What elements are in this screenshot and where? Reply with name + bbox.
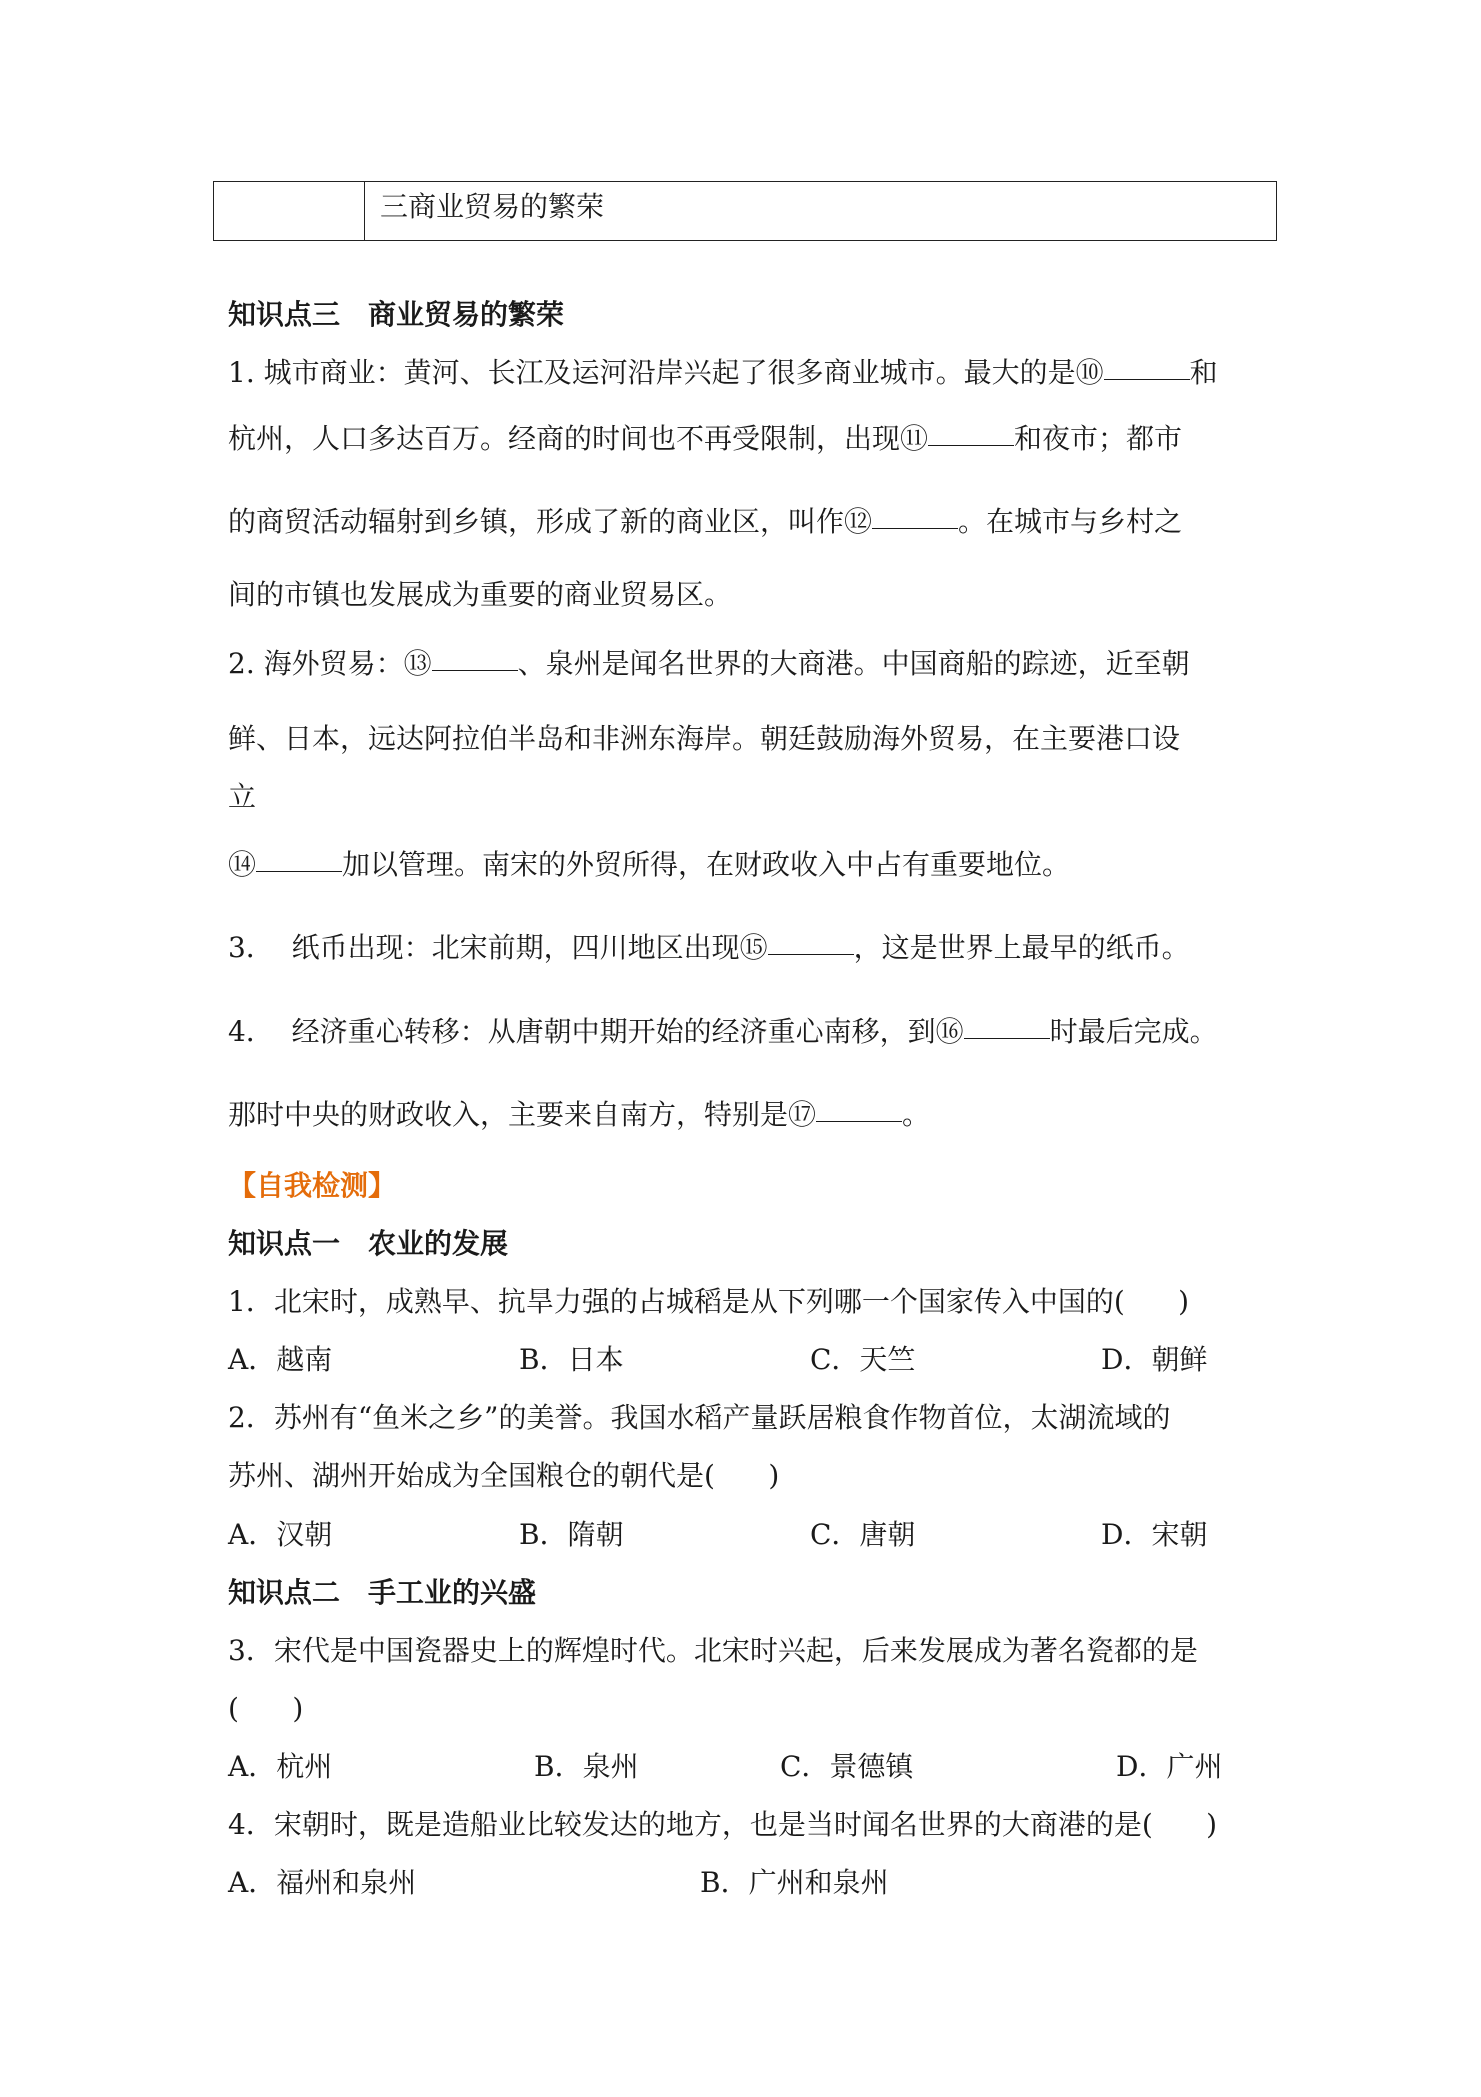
blank-13 (432, 669, 518, 671)
item4-line2: 那时中央的财政收入，主要来自南方，特别是⑰ 。 (228, 1098, 931, 1131)
blank-11 (928, 444, 1014, 446)
blank-10 (1104, 378, 1190, 380)
q4-option-a[interactable]: A．福州和泉州 (228, 1866, 417, 1899)
q2-option-a[interactable]: A．汉朝 (228, 1518, 333, 1551)
q2-stem-line1: 2．苏州有“鱼米之乡”的美誉。我国水稻产量跃居粮食作物首位，太湖流域的 (228, 1401, 1171, 1434)
q1-stem: 1．北宋时，成熟早、抗旱力强的占城稻是从下列哪一个国家传入中国的( ) (228, 1285, 1190, 1318)
item4-line1: 4． 经济重心转移：从唐朝中期开始的经济重心南移，到⑯ 时最后完成。 (228, 1015, 1218, 1048)
q3-option-b[interactable]: B．泉州 (534, 1750, 639, 1783)
q4-option-b[interactable]: B．广州和泉州 (700, 1866, 889, 1899)
q3-stem-line1: 3．宋代是中国瓷器史上的辉煌时代。北宋时兴起，后来发展成为著名瓷都的是 (228, 1634, 1198, 1667)
q3-option-c[interactable]: C．景德镇 (780, 1750, 914, 1783)
table-cell-text: 三商业贸易的繁荣 (380, 190, 605, 223)
section-heading-kp3: 知识点三 商业贸易的繁荣 (228, 298, 565, 331)
q1-option-d[interactable]: D．朝鲜 (1101, 1343, 1208, 1376)
q1-option-b[interactable]: B．日本 (519, 1343, 624, 1376)
blank-16 (964, 1037, 1050, 1039)
section-heading-kp2: 知识点二 手工业的兴盛 (228, 1576, 537, 1609)
q2-option-c[interactable]: C．唐朝 (810, 1518, 916, 1551)
item2-line3: 立 (228, 780, 257, 813)
item1-line1: 1. 城市商业：黄河、长江及运河沿岸兴起了很多商业城市。最大的是⑩ 和 (228, 356, 1218, 389)
q1-option-c[interactable]: C．天竺 (810, 1343, 916, 1376)
outline-table (213, 181, 1277, 241)
table-divider (364, 182, 365, 240)
q4-stem: 4．宋朝时，既是造船业比较发达的地方，也是当时闻名世界的大商港的是( ) (228, 1808, 1218, 1841)
blank-15 (768, 953, 854, 955)
self-test-title: 【自我检测】 (228, 1169, 397, 1202)
item1-line3: 的商贸活动辐射到乡镇，形成了新的商业区，叫作⑫ 。在城市与乡村之 (228, 505, 1183, 538)
section-heading-kp1: 知识点一 农业的发展 (228, 1227, 509, 1260)
q3-stem-line2: ( ) (228, 1692, 304, 1725)
blank-12 (872, 527, 958, 529)
blank-14 (256, 870, 342, 872)
q2-stem-line2: 苏州、湖州开始成为全国粮仓的朝代是( ) (228, 1459, 780, 1492)
q1-option-a[interactable]: A．越南 (228, 1343, 333, 1376)
item2-line1: 2. 海外贸易：⑬ 、泉州是闻名世界的大商港。中国商船的踪迹，近至朝 (228, 647, 1190, 680)
item1-line2: 杭州，人口多达百万。经商的时间也不再受限制，出现⑪ 和夜市；都市 (228, 422, 1183, 455)
q3-option-a[interactable]: A．杭州 (228, 1750, 333, 1783)
blank-17 (816, 1120, 902, 1122)
item1-line4: 间的市镇也发展成为重要的商业贸易区。 (228, 578, 733, 611)
item3-line: 3． 纸币出现：北宋前期，四川地区出现⑮ ，这是世界上最早的纸币。 (228, 931, 1190, 964)
item2-line4: ⑭ 加以管理。南宋的外贸所得，在财政收入中占有重要地位。 (228, 848, 1071, 881)
q2-option-d[interactable]: D．宋朝 (1101, 1518, 1208, 1551)
q2-option-b[interactable]: B．隋朝 (519, 1518, 624, 1551)
q3-option-d[interactable]: D．广州 (1116, 1750, 1223, 1783)
item2-line2: 鲜、日本，远达阿拉伯半岛和非洲东海岸。朝廷鼓励海外贸易，在主要港口设 (228, 722, 1181, 755)
